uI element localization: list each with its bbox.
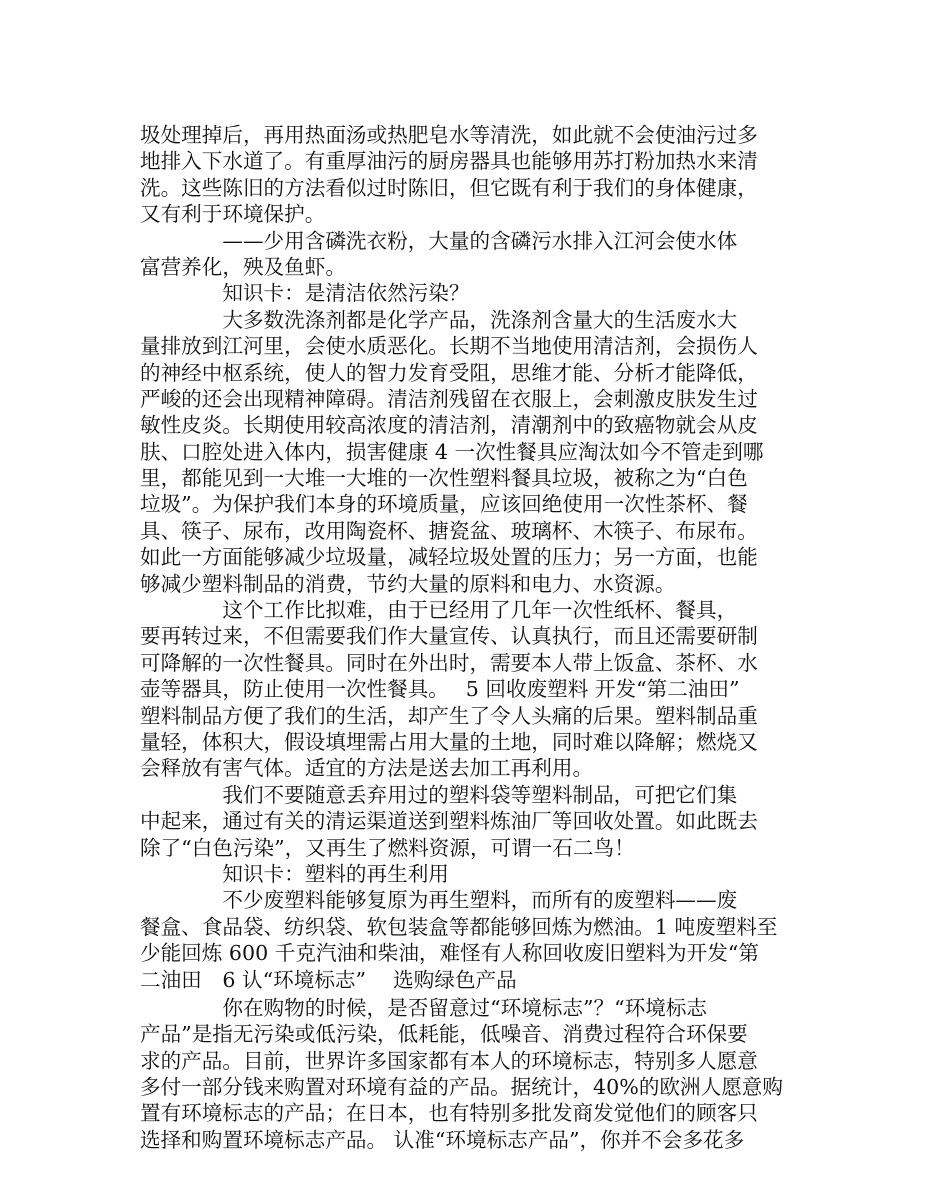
- text-line: 又有利于环境保护。: [140, 202, 326, 227]
- text-line: 的神经中枢系统，使人的智力发育受阻，思维才能、分析才能降低，: [140, 360, 758, 385]
- section-heading: 知识卡：是清洁依然污染？: [140, 281, 470, 306]
- text-line: 置有环境标志的产品；在日本，也有特别多批发商发觉他们的顾客只: [140, 1101, 758, 1126]
- text-line: 量轻，体积大，假设填埋需占用大量的土地，同时难以降解；燃烧又: [140, 729, 758, 754]
- text-line: 不少废塑料能够复原为再生塑料，而所有的废塑料——废: [140, 888, 738, 913]
- text-line: 产品”是指无污染或低污染，低耗能，低噪音、消费过程符合环保要: [140, 1022, 748, 1047]
- text-line: ——少用含磷洗衣粉，大量的含磷污水排入江河会使水体: [140, 228, 738, 253]
- text-line: 如此一方面能够减少垃圾量，减轻垃圾处置的压力；另一方面，也能: [140, 545, 758, 570]
- text-line: 里，都能见到一大堆一大堆的一次性塑料餐具垃圾，被称之为“白色: [140, 466, 748, 491]
- text-line: 量排放到江河里，会使水质恶化。长期不当地使用清洁剂，会损伤人: [140, 334, 758, 359]
- text-line: 可降解的一次性餐具。同时在外出时，需要本人带上饭盒、茶杯、水: [140, 650, 758, 675]
- text-line: 敏性皮炎。长期使用较高浓度的清洁剂，清潮剂中的致癌物就会从皮: [140, 413, 758, 438]
- text-line: 严峻的还会出现精神障碍。清洁剂残留在衣服上，会刺激皮肤发生过: [140, 386, 758, 411]
- text-line: 餐盒、食品袋、纺织袋、软包装盒等都能够回炼为燃油。1 吨废塑料至: [140, 914, 778, 939]
- text-line: 垃圾”。为保护我们本身的环境质量，应该回绝使用一次性茶杯、餐: [140, 492, 748, 517]
- text-line: 要再转过来，不但需要我们作大量宣传、认真执行，而且还需要研制: [140, 624, 758, 649]
- text-line: 二油田 6 认“环境标志” 选购绿色产品: [140, 967, 517, 992]
- text-line: 肤、口腔处进入体内，损害健康 4 一次性餐具应淘汰如今不管走到哪: [140, 439, 764, 464]
- text-line: 圾处理掉后，再用热面汤或热肥皂水等清洗，如此就不会使油污过多: [140, 123, 758, 147]
- text-line: 具、筷子、尿布，改用陶瓷杯、搪瓷盆、玻璃杯、木筷子、布尿布。: [140, 518, 758, 543]
- text-line: 壶等器具，防止使用一次性餐具。 5 回收废塑料 开发“第二油田”: [140, 677, 740, 702]
- text-line: 够减少塑料制品的消费，节约大量的原料和电力、水资源。: [140, 571, 676, 596]
- text-line: 我们不要随意丢弃用过的塑料袋等塑料制品，可把它们集: [140, 782, 738, 807]
- text-line: 少能回炼 600 千克汽油和柴油，难怪有人称回收废旧塑料为开发“第: [140, 941, 759, 966]
- text-line: 选择和购置环境标志产品。 认准“环境标志产品”，你并不会多花多: [140, 1127, 745, 1152]
- text-line: 富营养化，殃及鱼虾。: [140, 254, 346, 279]
- text-line: 塑料制品方便了我们的生活，却产生了令人头痛的后果。塑料制品重: [140, 703, 758, 728]
- text-line: 中起来，通过有关的清运渠道送到塑料炼油厂等回收处置。如此既去: [140, 809, 758, 834]
- text-line: 会释放有害气体。适宜的方法是送去加工再利用。: [140, 756, 594, 781]
- text-line: 这个工作比拟难，由于已经用了几年一次性纸杯、餐具，: [140, 598, 738, 623]
- text-line: 洗。这些陈旧的方法看似过时陈旧，但它既有利于我们的身体健康，: [140, 175, 758, 200]
- section-heading: 知识卡：塑料的再生利用: [140, 861, 449, 886]
- text-line: 地排入下水道了。有重厚油污的厨房器具也能够用苏打粉加热水来清: [140, 149, 758, 174]
- text-line: 你在购物的时候，是否留意过“环境标志”？“环境标志: [140, 995, 708, 1020]
- text-line: 多付一部分钱来购置对环境有益的产品。据统计，40%的欧洲人愿意购: [140, 1075, 783, 1100]
- text-line: 求的产品。目前，世界许多国家都有本人的环境标志，特别多人愿意: [140, 1048, 758, 1073]
- text-line: 除了“白色污染”，又再生了燃料资源，可谓一石二鸟！: [140, 835, 635, 860]
- text-line: 大多数洗涤剂都是化学产品，洗涤剂含量大的生活废水大: [140, 307, 738, 332]
- body-text: [140, 122, 816, 1153]
